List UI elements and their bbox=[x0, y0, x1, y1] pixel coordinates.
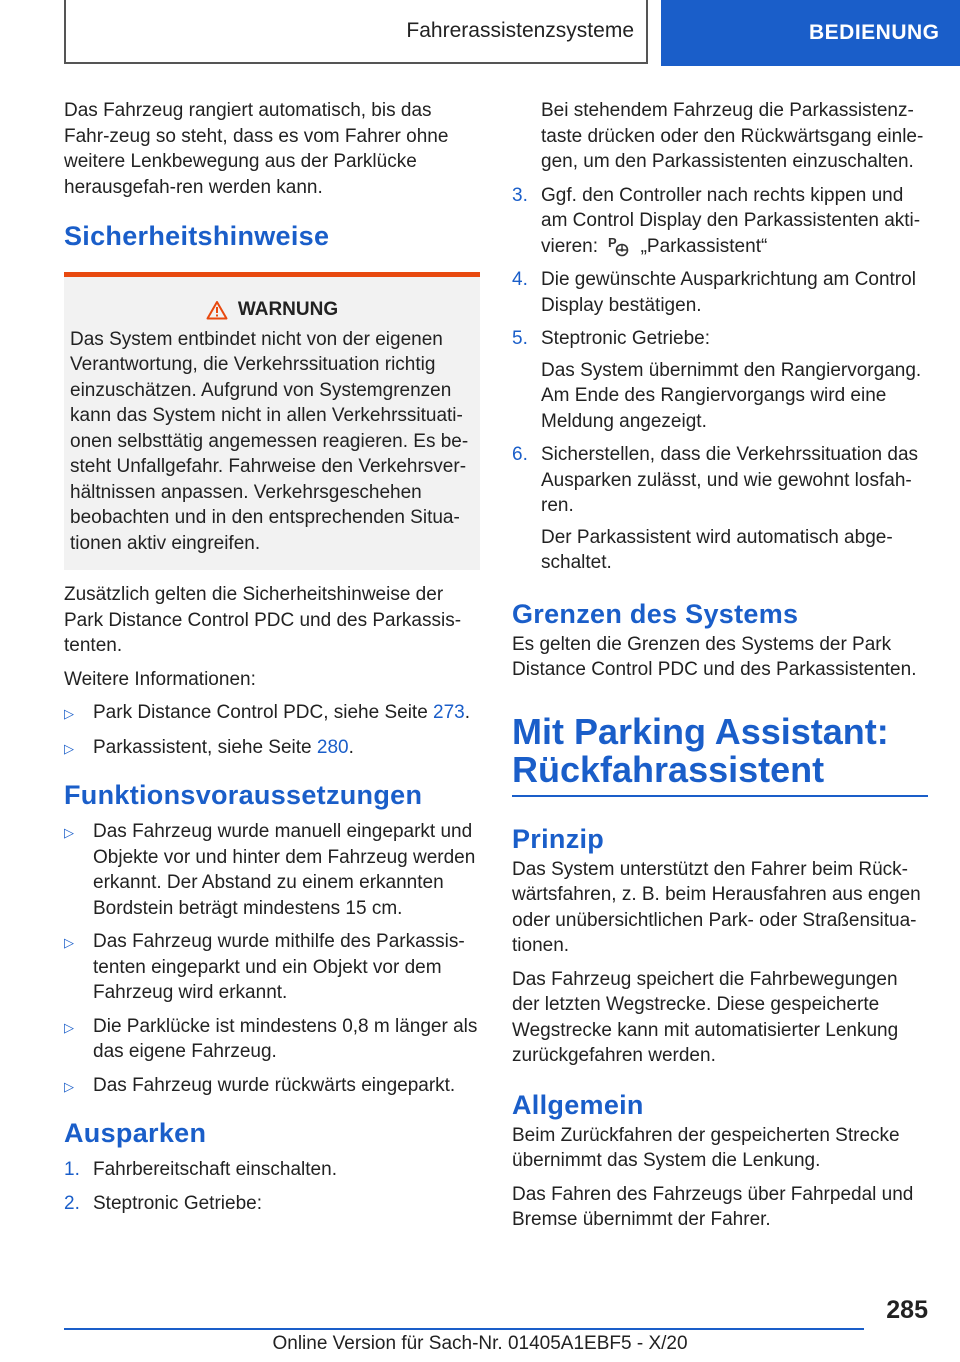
principle-paragraph: Das System unterstützt den Fahrer beim Rück-wärtsfahren, z. B. beim Herausfahren aus engen oder unübersichtlichen Park- oder Straßensitua-tionen. bbox=[512, 858, 921, 956]
step-sub-text: Das System übernimmt den Rangiervorgang. Am Ende des Rangiervorgangs wird eine Meldung angezeigt. bbox=[541, 359, 922, 432]
step2-continuation: Bei stehendem Fahrzeug die Parkassistenz-taste drücken oder den Rückwärtsgang einle-gen, um den Parkassistenten einzuschalten. bbox=[541, 100, 924, 172]
list-item bbox=[64, 929, 480, 1006]
step-text: Steptronic Getriebe: bbox=[541, 328, 710, 349]
bullet-triangle-icon: ▷ bbox=[64, 825, 74, 840]
step-text: Ggf. den Controller nach rechts kippen und am Control Display den Parkassistenten akti-vieren: bbox=[541, 184, 921, 257]
step-sub-text: Der Parkassistent wird automatisch abge-schaltet. bbox=[541, 526, 893, 573]
page-link[interactable]: 273 bbox=[433, 702, 465, 723]
prereq-text: Das Fahrzeug wurde manuell eingeparkt und Objekte vor und hinter dem Fahrzeug werden erkannt. Der Abstand zu einem erkannten Bordstein beträgt mindestens 15 cm. bbox=[93, 821, 476, 919]
step-number: 4. bbox=[512, 269, 528, 290]
limits-text: Es gelten die Grenzen des Systems der Park Distance Control PDC und des Parkassistenten. bbox=[512, 633, 917, 680]
list-item: ▷ Park Distance Control PDC, siehe Seite 273. bbox=[64, 700, 480, 727]
step-item bbox=[512, 267, 928, 318]
general-heading: Allgemein bbox=[512, 1089, 644, 1120]
main-heading bbox=[512, 710, 928, 790]
prereq-text: Das Fahrzeug wurde rückwärts eingeparkt. bbox=[93, 1074, 456, 1096]
principle-paragraph: Das Fahrzeug speichert die Fahrbewegungen der letzten Wegstrecke. Diese gespeicherte Wegstrecke kann mit automatisierter Lenkung zurückgefahren werden. bbox=[512, 968, 899, 1066]
warning-header bbox=[70, 297, 474, 323]
list-item: ▷ Parkassistent, siehe Seite 280. bbox=[64, 735, 480, 762]
heading-divider bbox=[512, 795, 928, 797]
warning-text: Das System entbindet nicht von der eigenen Verantwortung, die Verkehrssituation richtig einzuschätzen. Aufgrund von Systemgrenzen kann das System nicht in allen Verkehrssituati-onen selbsttätig angemessen reagieren. Es be-steht Unfallgefahr. Fahrweise den Verkehrsver-hältnissen anpassen. Verkehrsgeschehen beobachten und in den entsprechenden Situa-tionen aktiv eingreifen. bbox=[70, 328, 469, 554]
warning-title: WARNUNG bbox=[237, 299, 339, 320]
step-item bbox=[512, 326, 928, 352]
limits-heading: Grenzen des Systems bbox=[512, 598, 799, 629]
additional-note: Zusätzlich gelten die Sicherheitshinweise der Park Distance Control PDC und des Parkassis-tenten. bbox=[64, 584, 462, 656]
step-number: 6. bbox=[512, 444, 528, 465]
intro-paragraph: Das Fahrzeug rangiert automatisch, bis das Fahr-zeug so steht, dass es vom Fahrer ohne weitere Lenkbewegung aus der Parklücke herausgefah-ren werden kann. bbox=[64, 100, 449, 198]
step-item bbox=[64, 1157, 480, 1183]
bullet-triangle-icon: ▷ bbox=[64, 935, 74, 950]
bullet-triangle-icon: ▷ bbox=[64, 706, 74, 721]
main-heading-line1: Mit Parking Assistant: bbox=[512, 710, 889, 752]
footer-online-version: Online Version für Sach-Nr. 01405A1EBF5 - X/20 bbox=[272, 1333, 688, 1354]
icon-label: „Parkassistent“ bbox=[640, 235, 768, 257]
page-link[interactable]: 280 bbox=[316, 736, 349, 758]
ref-text: Parkassistent, siehe Seite bbox=[93, 736, 317, 758]
page-header bbox=[0, 0, 960, 66]
ref-text: Park Distance Control PDC, siehe Seite bbox=[93, 702, 434, 723]
step-text: Sicherstellen, dass die Verkehrssituation das Ausparken zulässt, und wie gewohnt losfah-ren. bbox=[541, 444, 919, 516]
chapter-tab[interactable]: BEDIENUNG bbox=[661, 0, 960, 66]
ausparken-heading: Ausparken bbox=[64, 1118, 207, 1148]
left-column bbox=[64, 98, 480, 1224]
list-item bbox=[64, 1014, 480, 1065]
step-item bbox=[512, 183, 928, 260]
list-item bbox=[64, 1073, 480, 1100]
prereq-text: Die Parklücke ist mindestens 0,8 m länger als das eigene Fahrzeug. bbox=[93, 1015, 478, 1062]
page-number: 285 bbox=[886, 1296, 928, 1324]
general-paragraph: Beim Zurückfahren der gespeicherten Strecke übernimmt das System die Lenkung. bbox=[512, 1124, 900, 1171]
step-number: 1. bbox=[64, 1159, 80, 1180]
prerequisites-heading: Funktionsvoraussetzungen bbox=[64, 780, 423, 810]
step-text: Steptronic Getriebe: bbox=[93, 1192, 262, 1214]
right-column bbox=[512, 98, 928, 1241]
step-item bbox=[512, 442, 928, 519]
bullet-triangle-icon: ▷ bbox=[64, 1019, 74, 1035]
principle-heading: Prinzip bbox=[512, 823, 605, 854]
warning-box bbox=[64, 272, 480, 570]
step-number: 5. bbox=[512, 328, 528, 349]
step-text: Fahrbereitschaft einschalten. bbox=[93, 1159, 337, 1180]
warning-triangle-icon bbox=[206, 300, 228, 320]
main-heading-line2: Rückfahrassistent bbox=[512, 748, 825, 790]
safety-heading: Sicherheitshinweise bbox=[64, 221, 330, 251]
list-item bbox=[64, 819, 480, 921]
parking-assistant-icon bbox=[607, 235, 631, 257]
footer-divider bbox=[64, 1328, 864, 1330]
svg-text:P: P bbox=[608, 234, 617, 250]
step-number: 2. bbox=[64, 1192, 80, 1214]
more-info-label: Weitere Informationen: bbox=[64, 668, 256, 690]
step-text: Die gewünschte Ausparkrichtung am Control Display bestätigen. bbox=[541, 269, 916, 316]
bullet-triangle-icon: ▷ bbox=[64, 740, 74, 756]
section-title: Fahrerassistenzsysteme bbox=[64, 0, 648, 64]
bullet-triangle-icon: ▷ bbox=[64, 1078, 74, 1094]
prereq-text: Das Fahrzeug wurde mithilfe des Parkassis-tenten eingeparkt und ein Objekt vor dem Fahrzeug wird erkannt. bbox=[93, 931, 465, 1003]
step-number: 3. bbox=[512, 184, 528, 206]
step-item bbox=[64, 1191, 480, 1217]
general-paragraph: Das Fahren des Fahrzeugs über Fahrpedal und Bremse übernimmt der Fahrer. bbox=[512, 1183, 914, 1230]
